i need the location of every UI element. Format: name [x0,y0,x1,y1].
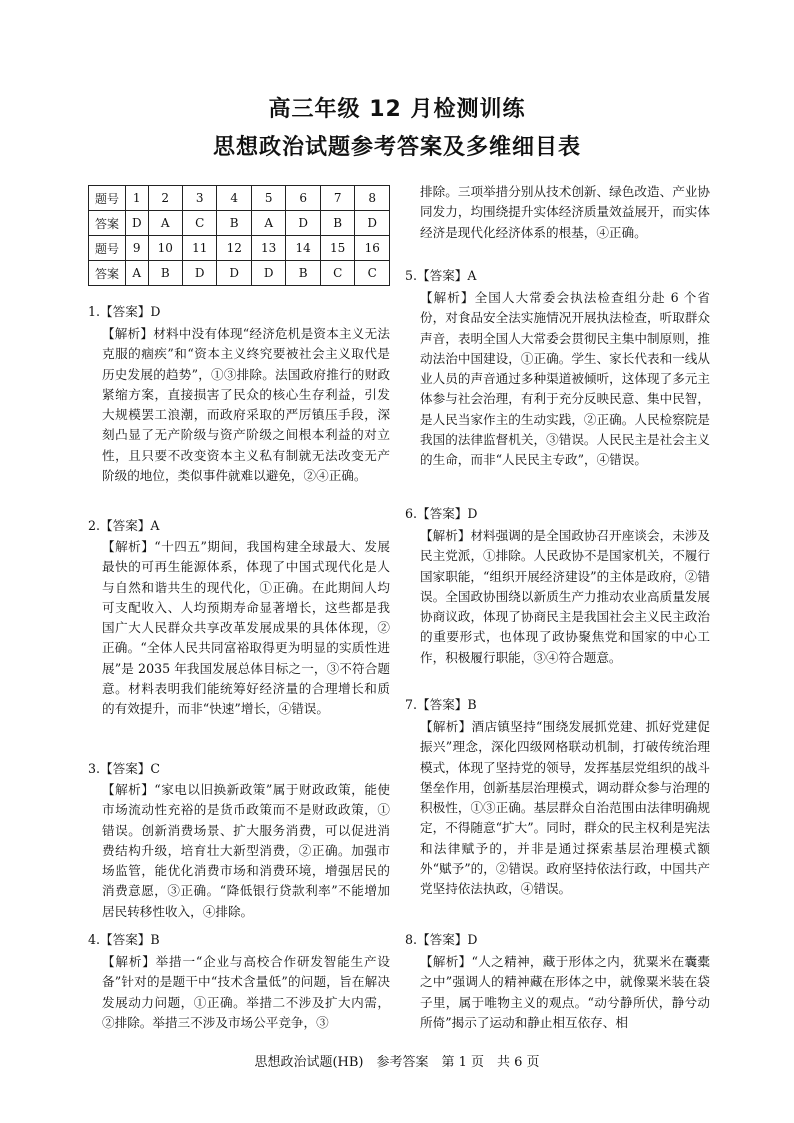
q2-explanation: 【解析】“十四五”期间，我国构建全球最大、发展最快的可再生能源体系，体现了中国式现代化是人与自然和谐共生的现代化，①正确。在此期间人均可支配收入、人均预期寿命显著增长，这些都是我国广大人民群众共享改革发展成果的具体体现，②正确。“全体人民共同富裕取得更为明显的实质性进展”是 2035 年我国发展总体目标之一，③不符合题意。材料表明我们能统筹好经济量的合理增长和质的有效提升，而非“快速”增长，④错误。 [102,539,390,717]
table-cell: D [251,261,285,286]
table-cell: A [148,211,182,236]
answer-table-row-q1 [89,186,390,211]
table-cell: 11 [182,236,216,261]
table-cell: 13 [251,236,285,261]
q7-explanation: 【解析】酒店镇坚持“围绕发展抓党建、抓好党建促振兴”理念，深化四级网格联动机制，打破传统治理模式，体现了坚持党的领导，发挥基层党组织的战斗堡垒作用，创新基层治理模式，调动群众参与治理的积极性，①③正确。基层群众自治范围由法律明确规定，不得随意“扩大”。同时，群众的民主权利是宪法和法律赋予的，并非是通过探索基层治理模式额外“赋予”的，②错误。政府坚持依法行政，中国共产党坚持依法执政，④错误。 [420,719,710,897]
table-cell: 9 [126,236,149,261]
table-cell: 4 [217,186,251,211]
table-cell: C [320,261,354,286]
q2-answer: 2.【答案】A [88,518,160,533]
table-cell: C [182,211,216,236]
table-label-a: 答案 [89,261,126,286]
answer-table-row-q2 [89,236,390,261]
table-cell: A [251,211,285,236]
table-cell: 6 [286,186,320,211]
q4-answer: 4.【答案】B [88,932,160,947]
table-label-a: 答案 [89,211,126,236]
q1-answer: 1.【答案】D [88,304,161,319]
table-cell: B [148,261,182,286]
table-cell: 8 [355,186,390,211]
q3-answer: 3.【答案】C [88,761,161,776]
table-cell: 7 [320,186,354,211]
table-cell: 1 [126,186,149,211]
answer-table-row-a2 [89,261,390,286]
table-cell: 10 [148,236,182,261]
q4-explanation: 【解析】举措一“企业与高校合作研发智能生产设备”针对的是题干中“技术含量低”的问题，旨在解决发展动力问题，①正确。举措二不涉及扩大内需，②排除。举措三不涉及市场公平竞争，③ [102,954,390,1030]
table-cell: 16 [355,236,390,261]
q5-explanation: 【解析】全国人大常委会执法检查组分赴 6 个省份，对食品安全法实施情况开展执法检查，听取群众声音，表明全国人大常委会贯彻民主集中制原则，推动法治中国建设，①正确。学生、家长代表和一线从业人员的声音通过多种渠道被倾听，这体现了多元主体参与社会治理，有利于充分反映民意、集中民智，是人民当家作主的生动实践，②正确。人民检察院是我国的法律监督机关，③错误。人民民主是社会主义的生命，而非“人民民主专政”，④错误。 [420,290,710,468]
table-cell: D [126,211,149,236]
q6-explanation: 【解析】材料强调的是全国政协召开座谈会，未涉及民主党派，①排除。人民政协不是国家机关，不履行国家职能，“组织开展经济建设”的主体是政府，②错误。全国政协围绕以新质生产力推动农业高质量发展协商议政，体现了协商民主是我国社会主义民主政治的重要形式，也体现了政协聚焦党和国家的中心工作，积极履行职能，③④符合题意。 [420,528,710,665]
q8-explanation: 【解析】“人之精神，藏于形体之内，犹粟米在囊橐之中”强调人的精神藏在形体之中，就像粟米装在袋子里，属于唯物主义的观点。“动兮静所伏，静兮动所倚”揭示了运动和静止相互依存、相 [420,954,710,1030]
answer-table-row-a1 [89,211,390,236]
page-subtitle: 思想政治试题参考答案及多维细目表 [212,135,581,160]
page-footer: 思想政治试题(HB) 参考答案 第 1 页 共 6 页 [254,1055,540,1070]
table-cell: D [182,261,216,286]
table-cell: B [217,211,251,236]
answer-table [88,185,390,286]
table-cell: 14 [286,236,320,261]
q1-explanation: 【解析】材料中没有体现“经济危机是资本主义无法克服的痼疾”和“资本主义终究要被社会主义取代是历史发展的趋势”，①③排除。法国政府推行的财政紧缩方案，直接损害了民众的核心生存利益，引发大规模罢工浪潮，而政府采取的严厉镇压手段，深刻凸显了无产阶级与资产阶级之间根本利益的对立性，且只要不改变资本主义私有制就无法改变无产阶级的地位，类似事件就难以避免，②④正确。 [102,326,390,484]
table-cell: 15 [320,236,354,261]
table-cell: 3 [182,186,216,211]
table-label-q: 题号 [89,236,126,261]
table-cell: D [355,211,390,236]
q7-answer: 7.【答案】B [405,697,477,712]
table-cell: 2 [148,186,182,211]
table-cell: 5 [251,186,285,211]
table-cell: A [126,261,149,286]
table-cell: 12 [217,236,251,261]
q3-explanation: 【解析】“家电以旧换新政策”属于财政政策，能使市场流动性充裕的是货币政策而不是财政政策，①错误。创新消费场景、扩大服务消费，可以促进消费结构升级，培育壮大新型消费，②正确。加强市场监管，能优化消费市场和消费环境，增强居民的消费意愿，③正确。“降低银行贷款利率”不能增加居民转移性收入，④排除。 [102,782,390,919]
q5-answer: 5.【答案】A [405,268,477,283]
table-cell: C [355,261,390,286]
table-cell: B [320,211,354,236]
q6-answer: 6.【答案】D [405,506,478,521]
table-label-q: 题号 [89,186,126,211]
table-cell: B [286,261,320,286]
q4-explanation-continued: 排除。三项举措分别从技术创新、绿色改造、产业协同发力，均围绕提升实体经济质量效益展开，而实体经济是现代化经济体系的根基，④正确。 [420,184,710,240]
table-cell: D [217,261,251,286]
page-title: 高三年级 12 月检测训练 [268,97,526,122]
q8-answer: 8.【答案】D [405,932,478,947]
table-cell: D [286,211,320,236]
